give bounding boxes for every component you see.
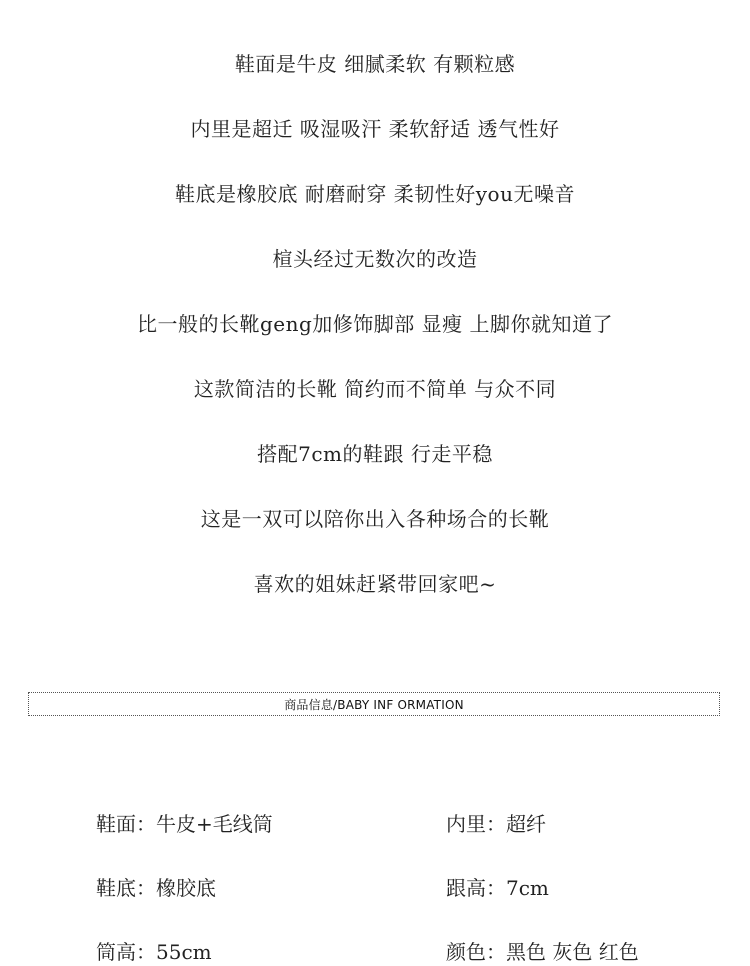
spec-value: 7cm: [506, 876, 549, 900]
description-line: 这款简洁的长靴 简约而不简单 与众不同: [193, 377, 557, 401]
product-info-title: 商品信息/BABY INF ORMATION: [284, 697, 464, 712]
spec-label: 颜色：: [446, 940, 506, 964]
spec-color: [446, 938, 639, 966]
spec-label: 跟高：: [446, 876, 506, 900]
description-line: 这是一双可以陪你出入各种场合的长靴: [200, 507, 550, 531]
spec-heel-height: [446, 874, 549, 902]
spec-value: 超纤: [506, 812, 546, 836]
description-line: 楦头经过无数次的改造: [272, 247, 478, 271]
spec-lining: [446, 810, 546, 838]
spec-sole: [96, 874, 216, 902]
spec-label: 筒高：: [96, 940, 156, 964]
spec-shaft-height: [96, 938, 212, 966]
description-line: 比一般的长靴geng加修饰脚部 显瘦 上脚你就知道了: [136, 312, 614, 336]
description-line: 搭配7cm的鞋跟 行走平稳: [257, 442, 493, 466]
spec-label: 鞋面：: [96, 812, 156, 836]
spec-label: 内里：: [446, 812, 506, 836]
spec-label: 鞋底：: [96, 876, 156, 900]
spec-value: 牛皮+毛线筒: [156, 812, 273, 836]
description-line: 喜欢的姐妹赶紧带回家吧~: [253, 572, 497, 596]
spec-value: 黑色 灰色 红色: [506, 940, 639, 964]
description-line: 鞋面是牛皮 细腻柔软 有颗粒感: [234, 52, 516, 76]
product-info-banner: [28, 692, 720, 716]
spec-upper: [96, 810, 273, 838]
description-line: 鞋底是橡胶底 耐磨耐穿 柔韧性好you无噪音: [175, 182, 575, 206]
description-line: 内里是超迁 吸湿吸汗 柔软舒适 透气性好: [190, 117, 560, 141]
spec-value: 橡胶底: [156, 876, 216, 900]
spec-value: 55cm: [156, 940, 212, 964]
